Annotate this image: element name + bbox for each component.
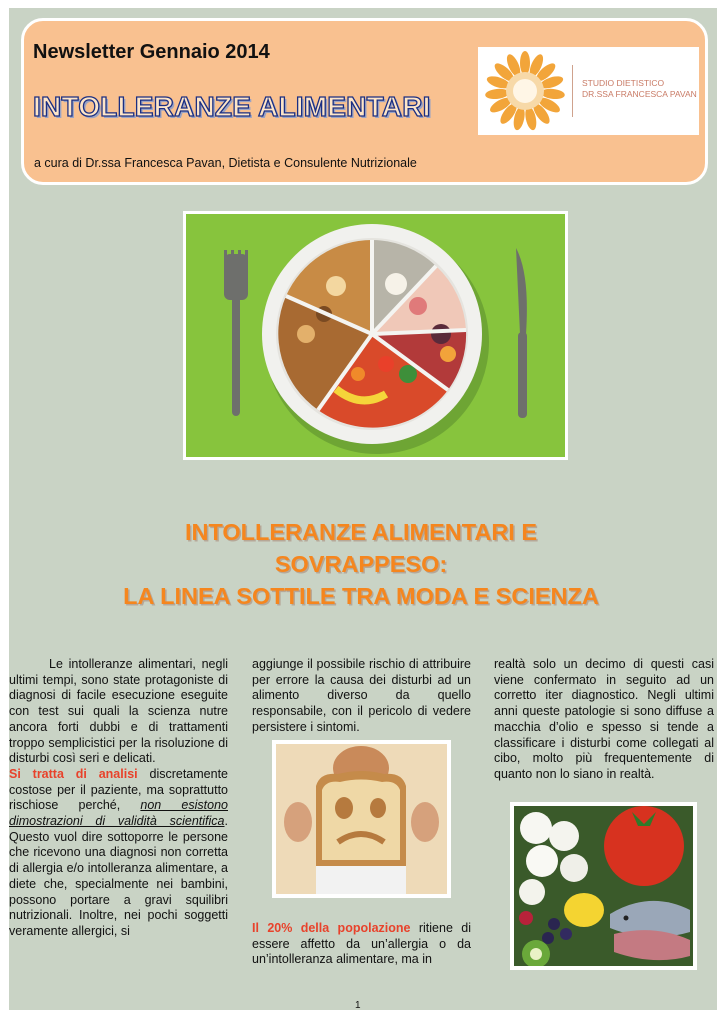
studio-logo — [478, 47, 699, 135]
paragraph-intro: Le intolleranze alimentari, negli ultimi tempi, sono state protagoniste di diagnosi di facile esecuzione eseguite con test sui quali la scienza nutre ancora forti dubbi e di trattamenti troppo semplicistici per la risoluzione di disturbi così seri e delicati. — [9, 657, 228, 766]
page-number: 1 — [355, 1000, 361, 1011]
headline-line-1: INTOLLERANZE ALIMENTARI E — [184, 519, 538, 545]
paragraph-population-text: ritiene di essere affetto da un’allergia o da un’intolleranza alimentare, ma in — [252, 921, 471, 967]
hero-plate-image — [183, 211, 568, 460]
newsletter-title: INTOLLERANZE ALIMENTARI — [33, 91, 431, 122]
food-plate-illustration — [186, 214, 565, 457]
sad-bread-photo — [272, 740, 451, 898]
headline-line-3: LA LINEA SOTTILE TRA MODA E SCIENZA — [123, 583, 599, 609]
highlight-population: Il 20% della popolazione — [252, 921, 411, 935]
author-byline: a cura di Dr.ssa Francesca Pavan, Dietista e Consulente Nutrizionale — [34, 156, 417, 170]
fresh-food-illustration — [514, 806, 693, 966]
headline-line-2: SOVRAPPESO: — [274, 551, 448, 577]
newsletter-header — [21, 18, 708, 185]
paragraph-analysis-text-a: discretamente costose per il paziente, ma soprattutto rischiose perché, — [9, 766, 228, 813]
paragraph-analysis-text-b: . Questo vuol dire sottoporre le persone che ricevono una diagnosi non corretta di allergia e/o intolleranza alimentare, a diete che, specialmente nei bambini, possono portare a gravi squilibri nutrizionali. Inoltre, nei pochi soggetti veramente allergici, si — [9, 814, 228, 938]
paragraph-risk: aggiunge il possibile rischio di attribuire per errore la causa dei disturbi ad un alimento diverso da quello responsabile, con il pericolo di vedere persistere i sintomi. — [252, 657, 471, 734]
bread-face-illustration — [276, 744, 447, 894]
article-column-1 — [9, 657, 228, 940]
article-column-3 — [494, 657, 714, 783]
logo-divider — [572, 65, 573, 117]
sunflower-logo-icon — [478, 47, 572, 135]
logo-line-name: DR.SSA FRANCESCA PAVAN — [582, 89, 697, 99]
fresh-food-photo — [510, 802, 697, 970]
highlight-analysis: Si tratta di analisi — [9, 766, 138, 781]
paragraph-reality: realtà solo un decimo di questi casi viene confermato in seguito ad un corretto iter diagnostico. Negli ultimi anni queste patologie si sono diffuse a macchia d’olio e spesso si tende a classificare i disturbi come collegati al cibo, molto più frequentemente di quanto non lo siano in realtà. — [494, 657, 714, 781]
paragraph-analysis — [9, 767, 228, 940]
newsletter-date: Newsletter Gennaio 2014 — [33, 41, 270, 63]
paragraph-population — [252, 921, 471, 968]
article-headline — [18, 516, 704, 612]
article-column-2 — [252, 657, 471, 736]
logo-text — [582, 78, 697, 100]
emphasis-no-evidence: non esistono dimostrazioni di validità scientifica — [9, 798, 228, 829]
logo-line-studio: STUDIO DIETISTICO — [582, 78, 665, 88]
